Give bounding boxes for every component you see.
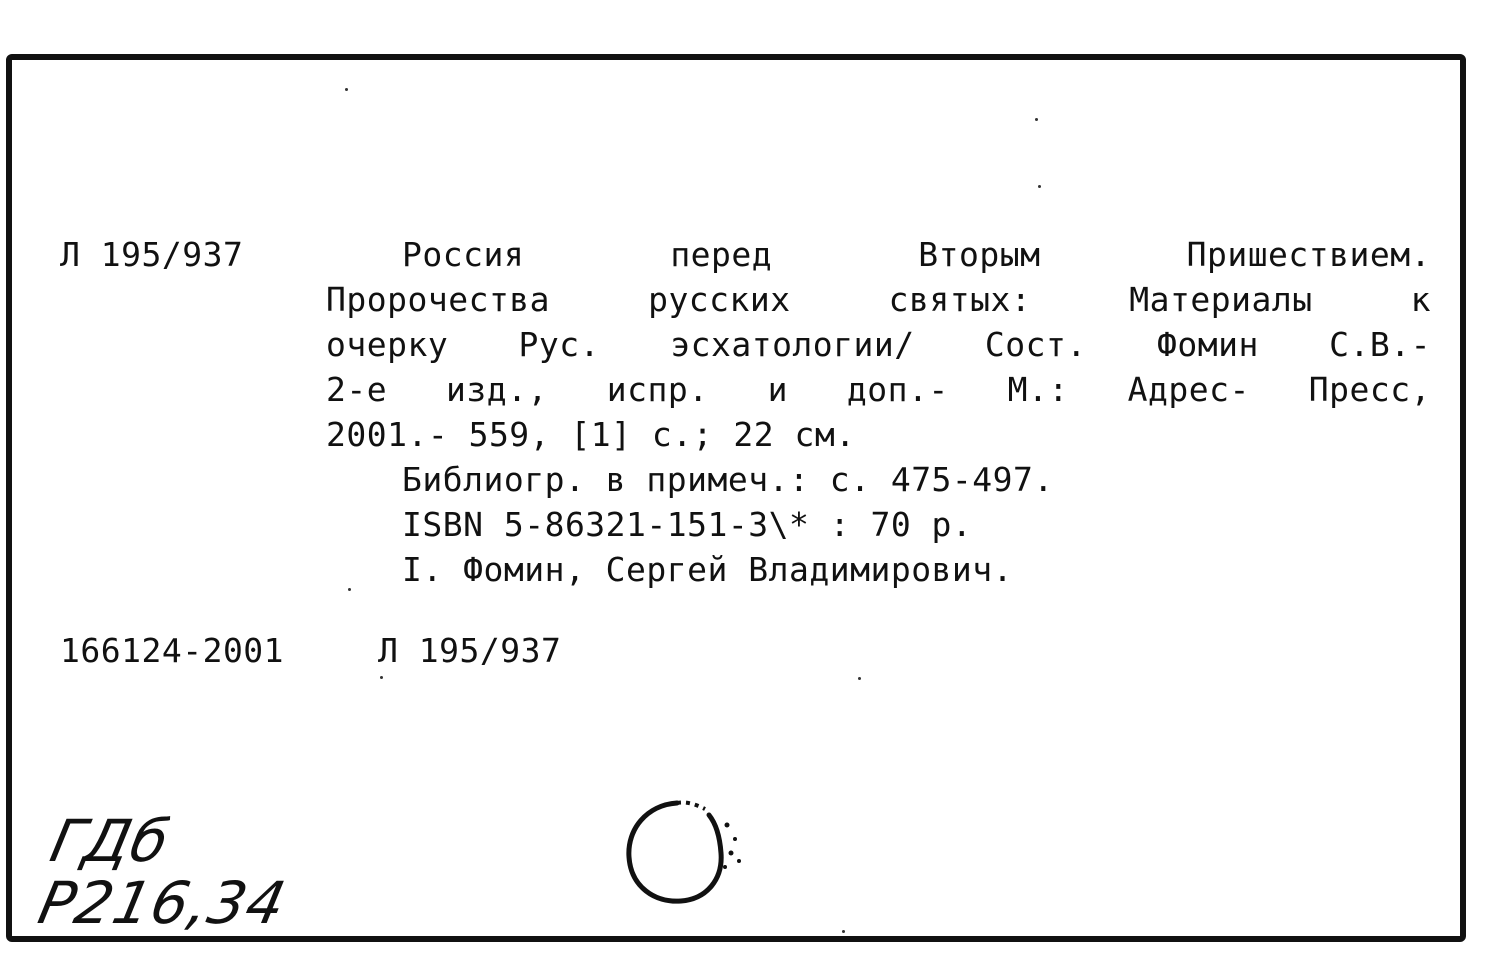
- paper-speck: [858, 677, 861, 680]
- paper-speck: [348, 588, 351, 591]
- inventory-shelfmark: Л 195/937: [378, 631, 562, 670]
- paper-speck: [842, 930, 845, 933]
- edition-line: 2-е изд., испр. и доп.- М.: Адрес- Пресс,: [326, 370, 1431, 409]
- isbn-note: ISBN 5-86321-151-3\* : 70 р.: [402, 505, 973, 544]
- paper-speck: [345, 88, 348, 91]
- imprint-line: 2001.- 559, [1] с.; 22 см.: [326, 415, 856, 454]
- bibliographic-description: [326, 232, 1431, 592]
- inventory-number: 166124-2001: [60, 631, 285, 670]
- subtitle-line: Пророчества русских святых: Материалы к: [326, 280, 1431, 319]
- paper-speck: [1038, 185, 1041, 188]
- paper-speck: [1035, 118, 1038, 121]
- bibliography-note: Библиогр. в примеч.: с. 475-497.: [402, 460, 1054, 499]
- shelfmark: Л 195/937: [60, 235, 244, 274]
- title-line: Россия перед Вторым Пришествием.: [402, 235, 1431, 274]
- handwritten-classification: ГДб: [44, 807, 176, 875]
- author-tracing: I. Фомин, Сергей Владимирович.: [402, 550, 1014, 589]
- responsibility-line: очерку Рус. эсхатологии/ Сост. Фомин С.В.-: [326, 325, 1431, 364]
- handwritten-index: Р216,34: [32, 869, 293, 937]
- punch-hole-icon: [615, 795, 755, 915]
- paper-speck: [380, 676, 383, 679]
